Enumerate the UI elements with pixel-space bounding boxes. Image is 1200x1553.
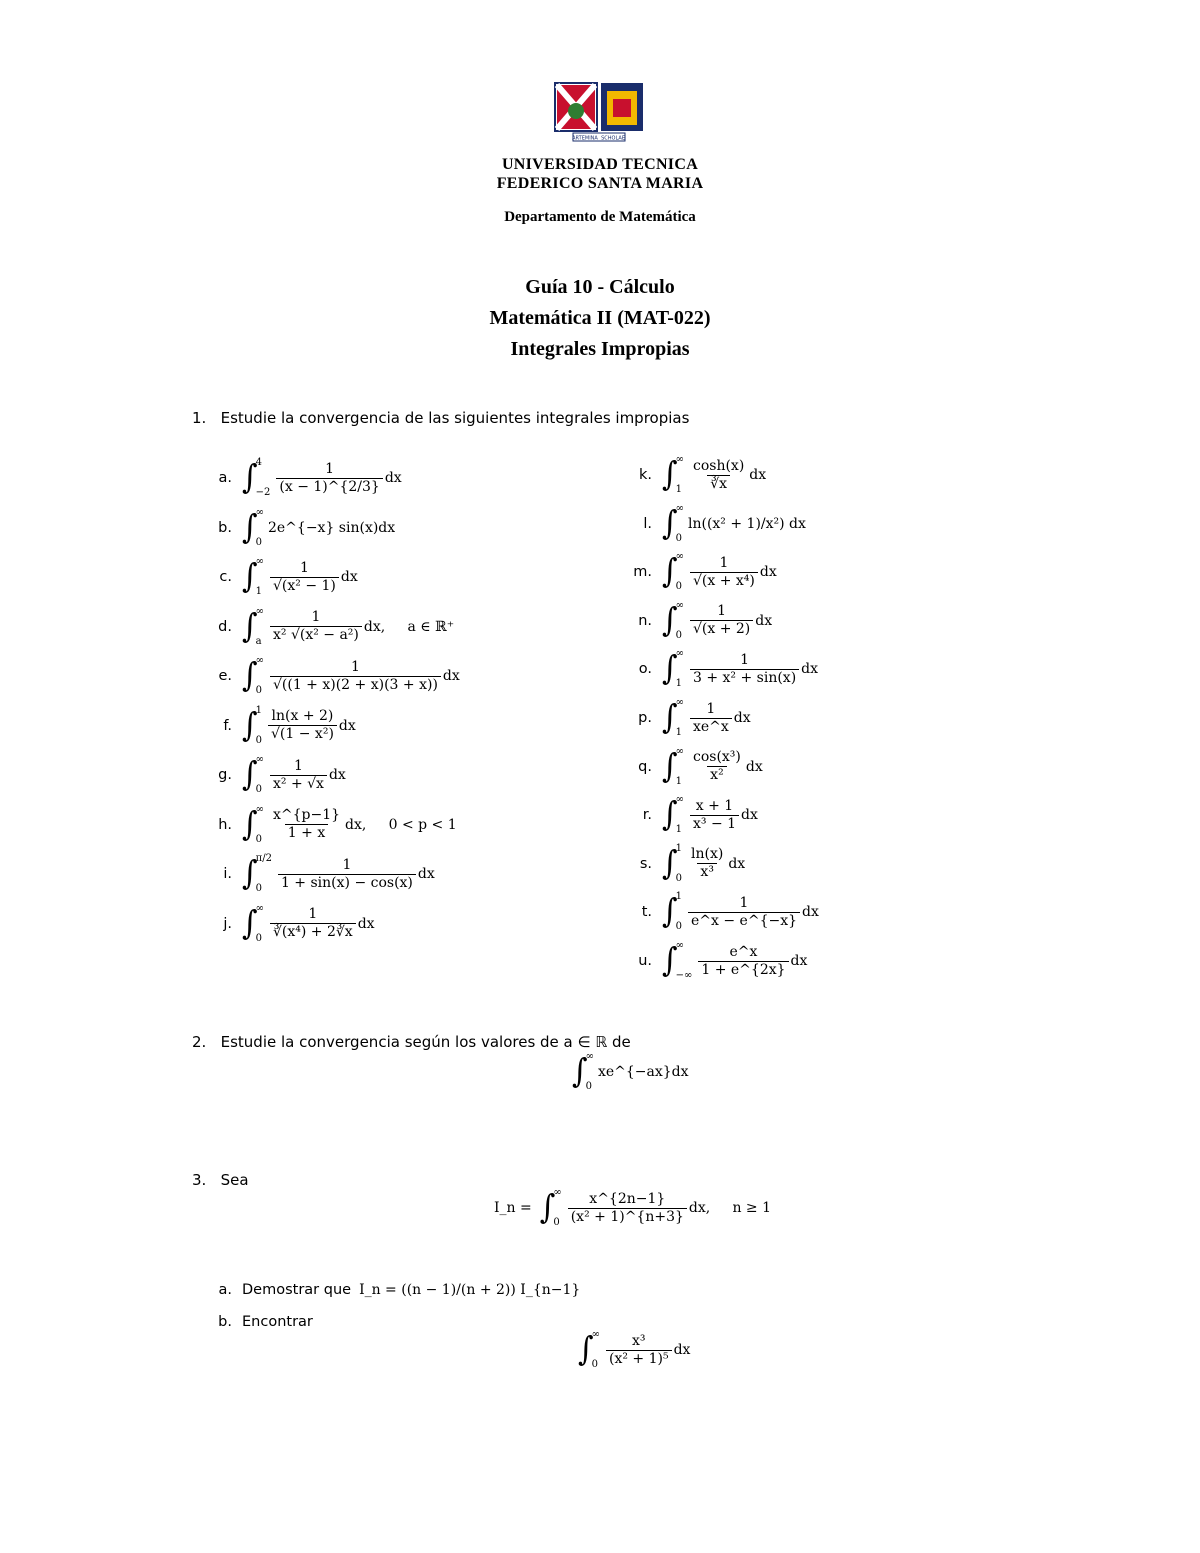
upper-limit: π/2 [255,853,272,864]
lower-limit: 0 [675,629,683,641]
integral-expression [662,747,763,787]
numerator: x + 1 [695,797,734,814]
integral-item [210,753,346,797]
denominator: √(x² − 1) [270,577,339,594]
fraction [690,750,744,783]
upper-limit: ∞ [591,1329,600,1340]
upper-limit: ∞ [255,556,264,567]
item-label: g. [218,767,232,783]
tail: dx [442,668,460,684]
denominator: ∛(x⁴) + 2∛x [270,923,356,940]
problem-2-integral [572,1052,689,1092]
fraction [278,858,416,891]
topic-title: Integrales Impropias [510,338,690,360]
lower-limit: 1 [255,586,263,597]
item-label: k. [638,467,652,483]
integral-item [630,793,758,837]
integral-expression [662,844,745,884]
problem-3-definition [494,1188,771,1228]
fraction [690,653,799,686]
integral-sign: ∫ ∞ 0 [242,754,264,795]
integral-item [630,890,819,934]
upper-limit: ∞ [675,502,684,514]
upper-limit: ∞ [585,1051,594,1062]
denominator: x³ − 1 [690,815,739,832]
numerator: 1 [342,856,352,873]
upper-limit: ∞ [675,794,684,806]
item-label: r. [642,807,652,824]
tail: dx [357,915,375,932]
lower-limit: 0 [255,734,263,746]
lower-limit: −∞ [675,970,693,981]
fraction [688,847,726,880]
numerator: x^{2n−1} [589,1190,666,1207]
logo-motto-left: ARTEMINA [572,135,598,142]
upper-limit: ∞ [255,506,264,518]
integral-sign: ∫ ∞ 0 [242,655,264,696]
denominator: 3 + x² + sin(x) [690,669,799,686]
fraction [690,799,739,832]
integral-item [630,939,807,983]
integral-expression [662,941,807,981]
denominator: √(x + 2) [690,620,753,637]
upper-limit: ∞ [675,940,684,951]
integral-sign: ∫ ∞ 1 [662,648,684,690]
numerator: ln(x) [691,846,724,863]
integral-item [210,803,457,847]
tail: dx, 0 < p < 1 [345,816,457,833]
denominator: (x² + 1)^{n+3} [568,1208,687,1225]
item-label: m. [633,564,652,581]
denominator: xe^x [690,718,732,735]
lower-limit: 1 [675,824,683,836]
numerator: e^x [729,943,758,960]
item-label: d. [218,618,232,635]
integral-item [210,555,358,599]
tail: dx [728,855,746,872]
part-label: a. [218,1282,232,1298]
integral-expression [242,607,454,647]
item-label: q. [638,758,652,775]
lower-limit: 0 [255,685,263,696]
fraction [270,808,343,841]
integral-sign: ∫ ∞ 0 [242,902,264,944]
tail: dx, n ≥ 1 [688,1200,772,1216]
denominator: e^x − e^{−x} [688,912,800,929]
problem-3-part-b-integral [578,1330,690,1370]
tail: dx [338,717,356,734]
tail: dx [755,612,773,629]
upper-limit: ∞ [675,697,684,708]
integral-expression [242,508,395,548]
integral-item [210,456,402,500]
upper-limit: 1 [675,842,683,854]
lower-limit: 0 [591,1359,599,1370]
problem-2-statement [192,1033,631,1051]
course-title: Matemática II (MAT-022) [489,307,711,329]
upper-limit: 4 [255,457,263,468]
upper-limit: ∞ [255,605,264,617]
integral-expression [662,504,806,544]
integral-sign: ∫ 4 −2 [242,457,271,498]
integral-expression [242,557,358,597]
upper-limit: ∞ [675,551,684,563]
denominator: x² + √x [270,775,327,792]
integral-item [210,654,460,698]
integral-expression [242,854,435,894]
upper-limit: 1 [675,891,683,903]
integral-sign: ∫ 1 0 [662,842,683,884]
integral-item [210,902,375,946]
tail: dx [673,1342,691,1358]
tail: dx [790,953,808,969]
numerator: x³ [632,1332,646,1349]
numerator: 1 [308,906,318,922]
recurrence-formula: I_n = ((n − 1)/(n + 2)) I_{n−1} [359,1282,581,1298]
lower-limit: a [255,635,262,647]
denominator: 1 + sin(x) − cos(x) [278,874,416,891]
item-label: b. [218,519,232,536]
fraction [606,1334,672,1367]
fraction [270,660,441,693]
numerator: x^{p−1} [272,807,341,823]
denominator: x² [707,766,727,783]
problem-text: Estudie la convergencia de las siguientes integrales impropias [220,409,690,427]
problem-text: Estudie la convergencia según los valores de a ∈ ℝ de [220,1033,631,1051]
integral-item [210,852,435,896]
lower-limit: 0 [255,536,263,548]
integral-expression [662,601,772,641]
lower-limit: −2 [255,487,271,498]
lower-limit: 0 [675,532,683,544]
integral-sign: ∫ ∞ 0 [662,551,684,593]
problem-3-part-b [210,1300,313,1344]
numerator: cosh(x) [692,457,745,474]
item-label: t. [641,904,652,921]
upper-limit: ∞ [255,803,264,815]
upper-limit: ∞ [255,754,264,765]
department-name: Departamento de Matemática [504,209,696,225]
integral-item [630,550,777,594]
integral-sign: ∫ ∞ 1 [662,697,684,738]
upper-limit: 1 [255,704,263,716]
university-name-line1: UNIVERSIDAD TECNICA [501,156,699,173]
item-label: u. [638,953,652,969]
fraction [276,462,382,495]
lower-limit: 0 [675,581,683,593]
problem-number: 3. [192,1171,207,1189]
item-label: o. [638,661,652,678]
fraction [690,604,753,637]
fraction [270,610,362,643]
fraction [568,1192,687,1225]
tail: dx [759,564,777,581]
integral-sign: ∫ π/2 0 [242,853,272,894]
lower-limit: 0 [675,921,683,933]
lower-limit: 0 [585,1081,593,1092]
lower-limit: 1 [675,727,683,738]
problem-number: 2. [192,1033,207,1051]
upper-limit: ∞ [255,655,264,666]
integral-item [630,453,766,497]
numerator: 1 [719,554,729,571]
numerator: 1 [739,894,749,911]
integral-expression [662,698,751,738]
integral-item [630,647,818,691]
part-text: Demostrar que [242,1282,352,1298]
part-text: Encontrar [242,1314,313,1330]
fraction [270,561,339,594]
integral-item [630,745,763,789]
integral-expression [662,455,766,495]
logo-motto-right: SCHOLAE [601,135,625,142]
item-label: s. [639,855,652,872]
numerator: 1 [294,757,303,774]
problem-3-statement [192,1171,249,1189]
integral-expression [662,795,758,835]
denominator: √(1 − x²) [268,725,337,742]
problem-1-statement [192,409,689,427]
numerator: 1 [325,460,335,477]
problem-text: Sea [220,1171,249,1189]
integral-item [210,704,356,748]
lower-limit: 0 [553,1217,560,1228]
lower-limit: 0 [255,932,263,944]
tail: dx [749,467,767,483]
item-label: a. [218,470,232,486]
numerator: cos(x³) [692,749,741,766]
denominator: (x² + 1)⁵ [606,1350,672,1367]
integral-sign: ∫ 1 0 [662,891,683,933]
integral-expression [242,656,460,696]
denominator: 1 + e^{2x} [698,961,788,978]
lower-limit: 1 [675,678,683,690]
lower-limit: 0 [255,784,263,795]
integral-sign: ∫ ∞ 0 [572,1051,594,1092]
numerator: 1 [299,559,309,576]
university-name [0,155,1200,193]
integral-item [630,842,745,886]
integral-expression [242,805,457,845]
integrand: ln((x² + 1)/x²) dx [687,515,806,532]
denominator: (x − 1)^{2/3} [276,478,382,495]
numerator: ln(x + 2) [271,708,334,724]
integral-expression [662,892,819,932]
integral-item [630,599,772,643]
guide-title: Guía 10 - Cálculo [525,276,675,298]
tail: dx [741,807,758,824]
numerator: 1 [740,651,750,668]
item-label: f. [223,717,232,734]
integral-sign: ∫ ∞ 0 [242,803,264,845]
denominator: ∛x [707,475,730,492]
fraction [688,896,800,929]
fraction [698,945,788,978]
integral-expression [242,904,375,944]
integral-sign: ∫ ∞ a [242,605,264,647]
integral-sign: ∫ ∞ 1 [662,794,684,836]
tail: dx [384,470,402,486]
tail: dx [801,661,819,678]
item-label: e. [218,668,232,684]
integrand: xe^{−ax}dx [597,1064,689,1080]
upper-limit: ∞ [675,599,684,611]
numerator: 1 [706,700,716,717]
integral-expression [242,706,356,746]
integral-sign: ∫ ∞ 1 [662,454,684,495]
integral-sign: ∫ ∞ −∞ [662,940,693,981]
fraction [268,709,337,742]
denominator: √(x + x⁴) [690,572,758,589]
integral-sign: ∫ ∞ 0 [662,599,684,641]
lower-limit: 1 [675,775,683,787]
upper-limit: ∞ [255,902,264,914]
integral-expression [662,552,777,592]
university-crest-logo [553,81,645,147]
numerator: 1 [350,658,360,675]
lower-limit: 0 [675,872,683,884]
integral-sign: ∫ 1 0 [242,704,263,746]
numerator: 1 [717,603,727,620]
denominator: x³ [697,863,717,880]
integral-item [210,605,454,649]
item-label: c. [219,569,232,585]
fraction [690,702,732,735]
integral-item [630,502,806,546]
problem-number: 1. [192,409,207,427]
upper-limit: ∞ [675,745,684,757]
integrand: 2e^{−x} sin(x)dx [267,519,396,536]
tail: dx [340,569,358,585]
fraction [690,556,758,589]
tail: dx [733,710,751,726]
integral-expression [242,458,402,498]
denominator: x² √(x² − a²) [270,626,362,643]
upper-limit: ∞ [675,454,684,465]
tail: dx [745,758,763,775]
item-label: n. [638,612,652,629]
item-label: h. [218,816,232,833]
lhs: I_n = [494,1200,532,1216]
fraction [270,907,356,940]
item-label: l. [643,515,652,532]
item-label: i. [223,866,232,882]
tail: dx [417,866,435,882]
part-label: b. [218,1314,232,1330]
university-name-line2: FEDERICO SANTA MARIA [496,175,704,192]
integral-sign: ∫ ∞ 1 [662,745,684,787]
upper-limit: ∞ [553,1187,562,1198]
integral-expression [662,649,818,689]
integral-sign: ∫ ∞ 0 [662,502,684,544]
tail: dx, a ∈ ℝ⁺ [363,618,455,635]
integral-sign: ∫ ∞ 0 [539,1187,562,1228]
lower-limit: 0 [255,883,263,894]
tail: dx [328,767,346,783]
integral-sign: ∫ ∞ 0 [578,1329,600,1370]
denominator: √((1 + x)(2 + x)(3 + x)) [270,676,441,693]
lower-limit: 0 [255,833,263,845]
integral-sign: ∫ ∞ 0 [242,506,264,548]
item-label: p. [638,710,652,726]
tail: dx [802,904,819,921]
integral-item [210,506,395,550]
fraction [690,459,747,492]
integral-expression [242,755,346,795]
upper-limit: ∞ [675,648,684,660]
integral-item [630,696,751,740]
item-label: j. [223,915,232,932]
numerator: 1 [311,609,321,625]
integral-sign: ∫ ∞ 1 [242,556,264,597]
lower-limit: 1 [675,484,683,495]
denominator: 1 + x [285,824,328,841]
fraction [270,759,327,792]
